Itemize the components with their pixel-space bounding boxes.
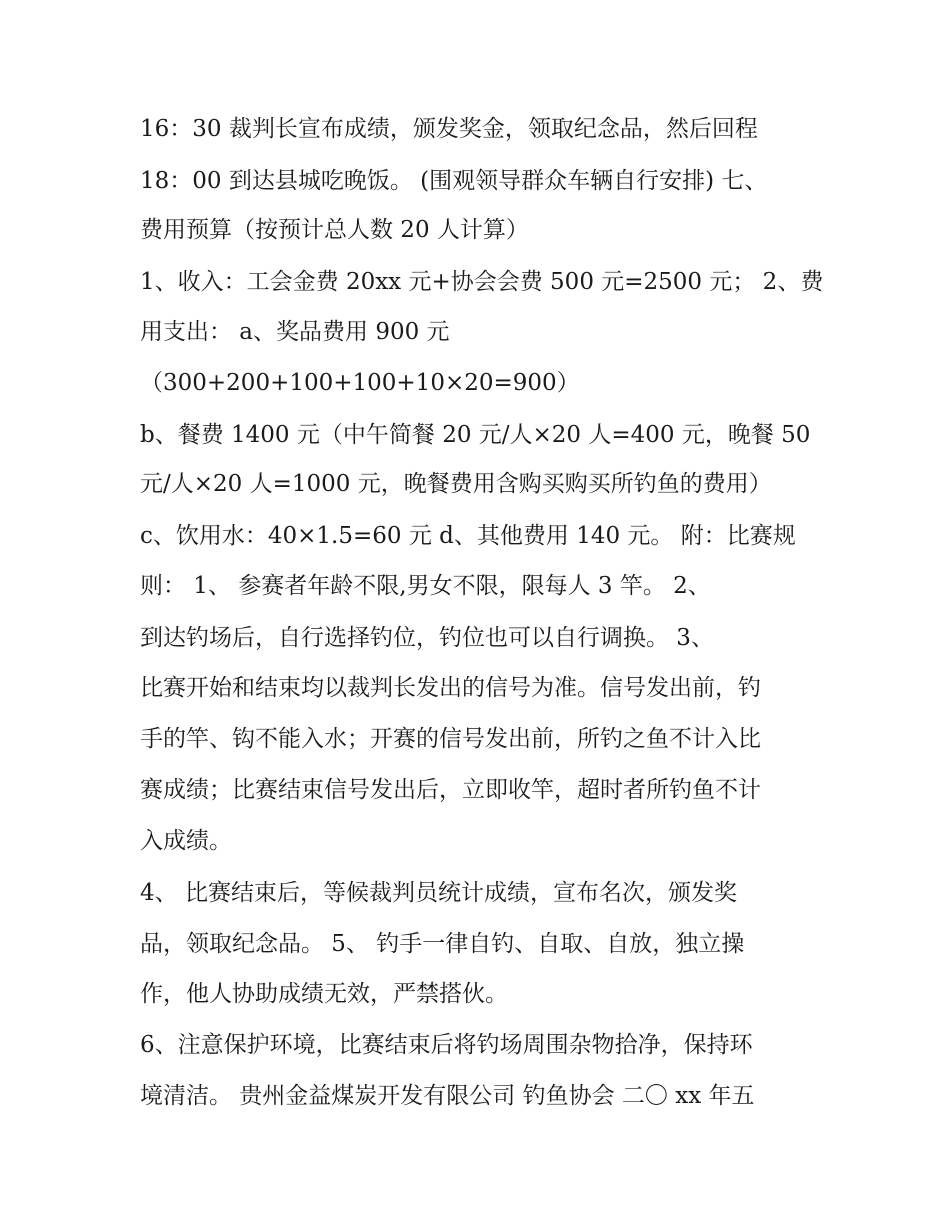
text-line: 作，他人协助成绩无效，严禁搭伙。 bbox=[140, 981, 508, 1007]
text-line: 到达钓场后，自行选择钓位，钓位也可以自行调换。 3、 bbox=[140, 625, 714, 651]
text-line: 16：30 裁判长宣布成绩，颁发奖金，领取纪念品，然后回程 bbox=[140, 116, 758, 142]
text-line: 手的竿、钩不能入水；开赛的信号发出前，所钓之鱼不计入比 bbox=[140, 726, 761, 752]
text-line: 用支出： a、奖品费用 900 元 bbox=[140, 319, 450, 345]
text-line: 4、 比赛结束后，等候裁判员统计成绩，宣布名次，颁发奖 bbox=[140, 880, 737, 906]
text-line: 则： 1、 参赛者年龄不限,男女不限，限每人 3 竿。 2、 bbox=[140, 573, 711, 599]
text-line: 赛成绩；比赛结束信号发出后，立即收竿，超时者所钓鱼不计 bbox=[140, 777, 761, 803]
text-line: （300+200+100+100+10×20=900） bbox=[140, 370, 580, 396]
text-line: 1、收入：工会金费 20xx 元+协会会费 500 元=2500 元； 2、费 bbox=[140, 269, 824, 295]
text-line: 比赛开始和结束均以裁判长发出的信号为准。信号发出前，钓 bbox=[140, 675, 761, 701]
text-line: 6、注意保护环境，比赛结束后将钓场周围杂物拾净，保持环 bbox=[140, 1032, 753, 1058]
text-line: b、餐费 1400 元（中午简餐 20 元/人×20 人=400 元，晚餐 50 bbox=[140, 422, 811, 448]
text-line: 费用预算（按预计总人数 20 人计算） bbox=[140, 217, 529, 243]
text-line: 境清洁。 贵州金益煤炭开发有限公司 钓鱼协会 二〇 xx 年五 bbox=[140, 1083, 755, 1109]
text-line: 品，领取纪念品。 5、 钓手一律自钓、自取、自放，独立操 bbox=[140, 931, 745, 957]
text-line: 元/人×20 人=1000 元，晚餐费用含购买购买所钓鱼的费用） bbox=[140, 471, 772, 497]
text-line: 18：00 到达县城吃晚饭。 (围观领导群众车辆自行安排) 七、 bbox=[140, 168, 768, 194]
text-line: 入成绩。 bbox=[140, 828, 232, 854]
text-line: c、饮用水：40×1.5=60 元 d、其他费用 140 元。 附：比赛规 bbox=[140, 523, 796, 549]
